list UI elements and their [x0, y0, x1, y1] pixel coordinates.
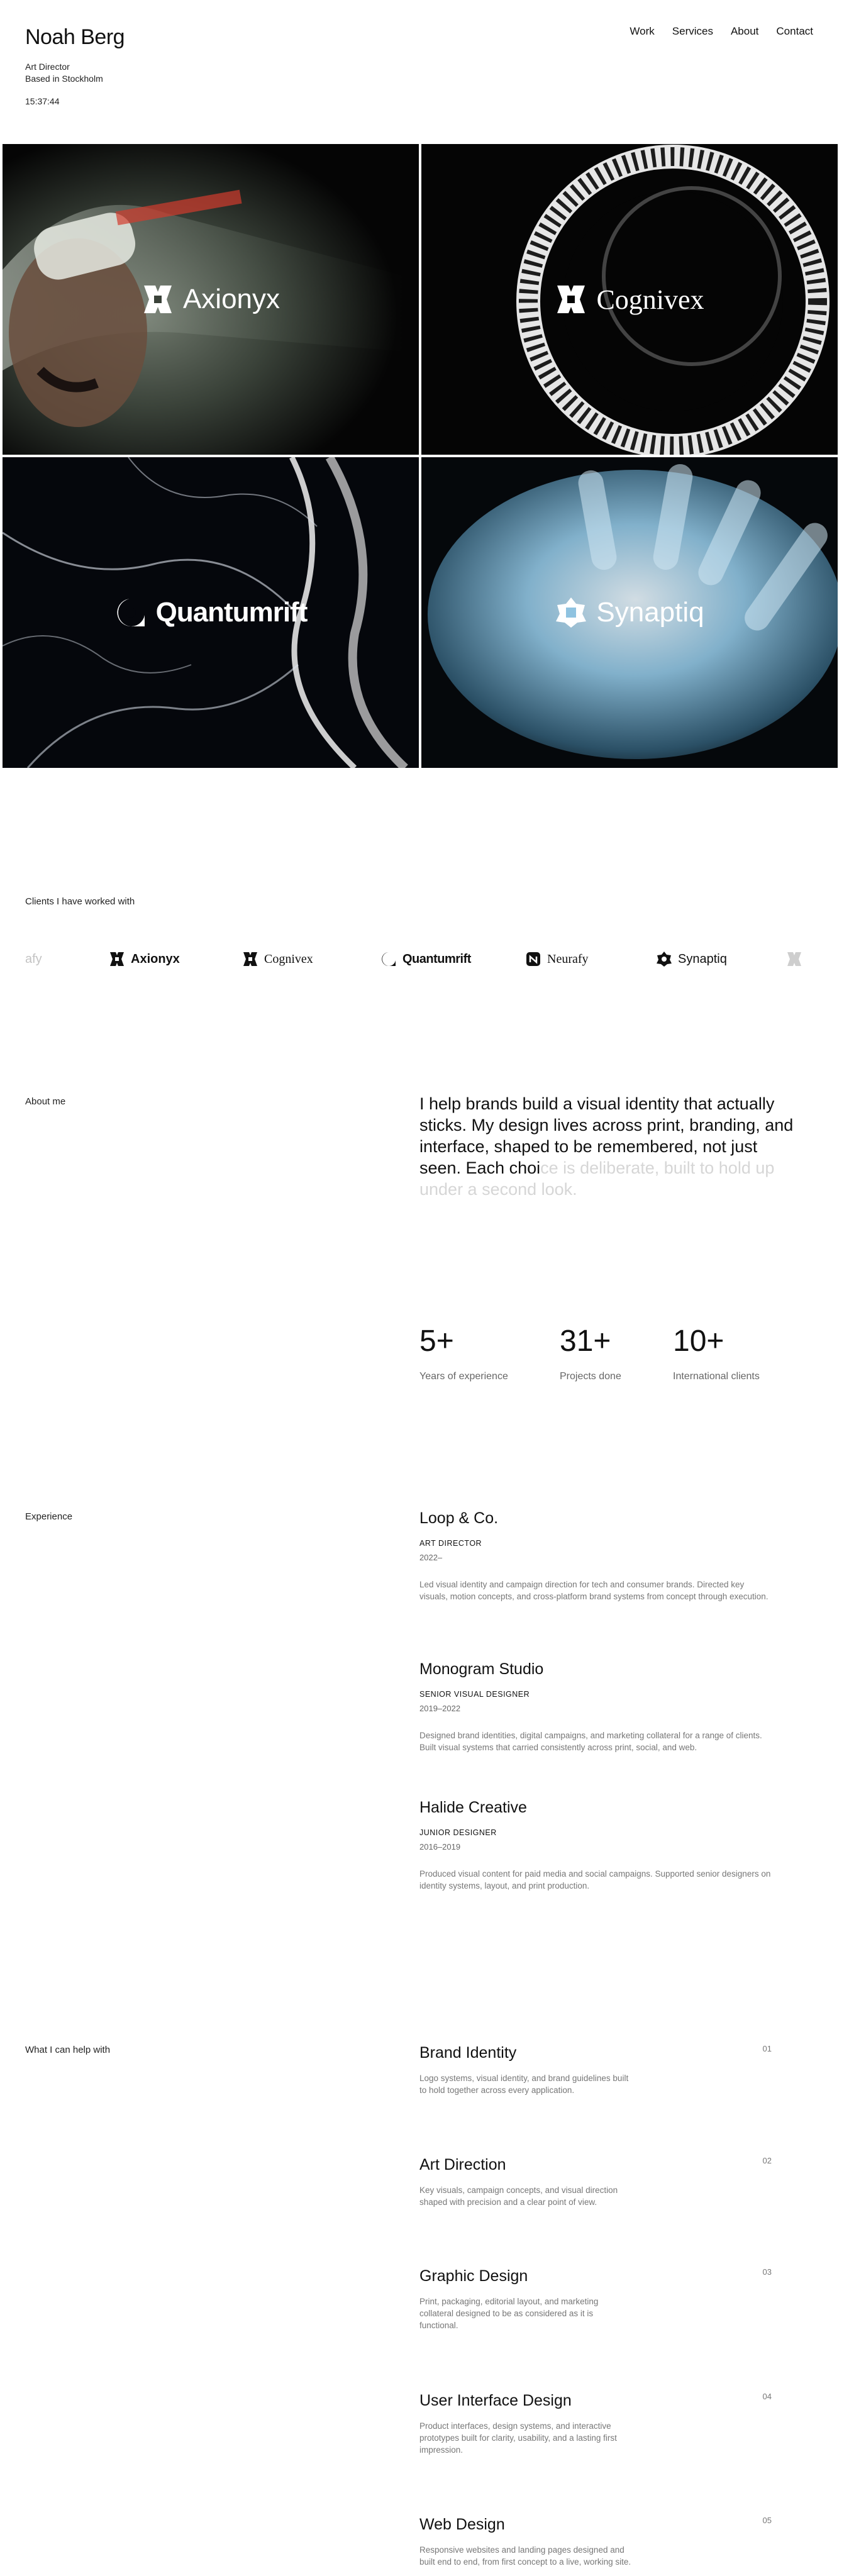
axionyx-logo-icon: [109, 951, 125, 967]
job-title: ART DIRECTOR: [419, 1539, 482, 1548]
stat-experience: [419, 1324, 508, 1382]
stat-value: 10+: [673, 1324, 724, 1358]
job-entry: [419, 1660, 772, 1753]
job-title: SENIOR VISUAL DESIGNER: [419, 1690, 530, 1699]
synaptiq-label: [421, 596, 838, 629]
client-logo-axionyx-text: Axionyx: [131, 952, 180, 966]
client-logo-axionyx: [109, 943, 180, 975]
quantumrift-label: [3, 596, 419, 629]
site-name[interactable]: Noah Berg: [25, 25, 125, 49]
service-item[interactable]: [419, 2267, 772, 2331]
cognivex-logo-icon: [555, 283, 587, 316]
synaptiq-logo-icon: [656, 951, 672, 967]
about-text-fade: ce is deliberate, built to hold up under a second look.: [419, 1158, 775, 1199]
nav-work[interactable]: Work: [630, 25, 655, 37]
about-label: About me: [25, 1096, 66, 1107]
service-description: Logo systems, visual identity, and brand guidelines built to hold together across every application.: [419, 2074, 629, 2095]
client-logo-faded-right: [786, 943, 802, 975]
service-item[interactable]: [419, 2044, 772, 2096]
service-title: Art Direction: [419, 2156, 506, 2174]
synaptiq-logo-icon: [555, 596, 587, 629]
experience-label: Experience: [25, 1511, 73, 1522]
job-years: 2022–: [419, 1553, 443, 1562]
stat-label: International clients: [673, 1371, 760, 1382]
service-item[interactable]: [419, 2516, 772, 2568]
role-location: [25, 61, 103, 85]
client-logo-synaptiq: [656, 943, 727, 975]
service-number: 01: [762, 2044, 772, 2053]
quantumrift-logo-icon: [380, 951, 397, 967]
stat-value: 5+: [419, 1324, 454, 1358]
client-logo-neurafy: [525, 943, 589, 975]
service-number: 02: [762, 2156, 772, 2165]
axionyx-name: Axionyx: [182, 284, 280, 314]
client-logo-quantumrift-text: Quantumrift: [402, 952, 471, 966]
job-title: JUNIOR DESIGNER: [419, 1828, 497, 1837]
cognivex-label: [421, 283, 838, 316]
project-tile-quantumrift[interactable]: [3, 457, 419, 768]
service-title: Graphic Design: [419, 2267, 528, 2285]
nav-contact[interactable]: Contact: [776, 25, 813, 37]
service-title: Web Design: [419, 2516, 505, 2533]
main-nav: [630, 25, 813, 38]
quantumrift-name: Quantumrift: [155, 597, 308, 628]
cognivex-name: Cognivex: [596, 284, 704, 315]
cognivex-logo-icon: [242, 951, 258, 967]
job-company: Halide Creative: [419, 1799, 527, 1816]
stat-clients: [673, 1324, 760, 1382]
service-description: Product interfaces, design systems, and interactive prototypes built for clarity, usability, and a lasting first impression.: [419, 2421, 617, 2455]
client-logo-synaptiq-text: Synaptiq: [678, 952, 727, 966]
job-entry: [419, 1799, 772, 1892]
axionyx-label: [3, 283, 419, 316]
project-tile-axionyx[interactable]: [3, 144, 419, 455]
client-logo-faded-left: afy: [25, 952, 42, 966]
clients-marquee: [0, 943, 849, 975]
about-statement: [419, 1093, 797, 1200]
service-title: User Interface Design: [419, 2392, 572, 2409]
job-years: 2019–2022: [419, 1704, 461, 1713]
service-number: 03: [762, 2267, 772, 2277]
stat-projects: [560, 1324, 621, 1382]
service-item[interactable]: [419, 2156, 772, 2208]
service-description: Key visuals, campaign concepts, and visual direction shaped with precision and a clear point of view.: [419, 2185, 618, 2207]
about-text-strong: I help brands build a visual identity that actually sticks. My design lives across print, branding, and interface, shaped to be remembered, not just seen. Each choi: [419, 1094, 794, 1177]
project-tile-cognivex[interactable]: [421, 144, 838, 455]
role-text: Art Director: [25, 62, 70, 72]
service-number: 04: [762, 2392, 772, 2401]
location-text: Based in Stockholm: [25, 74, 103, 84]
service-item[interactable]: [419, 2392, 772, 2456]
stat-label: Projects done: [560, 1371, 621, 1382]
axionyx-logo-icon: [786, 951, 802, 967]
job-years: 2016–2019: [419, 1842, 461, 1852]
job-company: Loop & Co.: [419, 1509, 499, 1527]
clients-title: Clients I have worked with: [25, 896, 135, 907]
service-description: Print, packaging, editorial layout, and marketing collateral designed to be as considered as it is functional.: [419, 2297, 599, 2330]
job-company: Monogram Studio: [419, 1660, 544, 1678]
job-description: Produced visual content for paid media and social campaigns. Supported senior designers on identity systems, layout, and print production.: [419, 1869, 771, 1890]
nav-services[interactable]: Services: [672, 25, 713, 37]
job-entry: [419, 1509, 772, 1602]
local-time: 15:37:44: [25, 96, 60, 106]
axionyx-logo-icon: [142, 283, 174, 316]
job-description: Designed brand identities, digital campaigns, and marketing collateral for a range of clients. Built visual systems that carried consistently across print, social, and web.: [419, 1731, 762, 1752]
service-title: Brand Identity: [419, 2044, 517, 2062]
services-label: What I can help with: [25, 2045, 111, 2055]
service-number: 05: [762, 2516, 772, 2525]
client-logo-neurafy-text: Neurafy: [547, 952, 589, 966]
client-logo-cognivex-text: Cognivex: [264, 952, 313, 966]
neurafy-logo-icon: [525, 951, 541, 967]
stat-value: 31+: [560, 1324, 611, 1358]
client-logo-cognivex: [242, 943, 313, 975]
client-logo-quantumrift: [380, 943, 471, 975]
synaptiq-name: Synaptiq: [596, 597, 704, 628]
service-description: Responsive websites and landing pages designed and built end to end, from first concept to a live, working site.: [419, 2545, 631, 2567]
quantumrift-logo-icon: [114, 596, 147, 629]
nav-about[interactable]: About: [730, 25, 759, 37]
stat-label: Years of experience: [419, 1371, 508, 1382]
project-tile-synaptiq[interactable]: [421, 457, 838, 768]
job-description: Led visual identity and campaign direction for tech and consumer brands. Directed key visuals, motion concepts, and cross-platform brand systems from concept through execution.: [419, 1580, 769, 1601]
